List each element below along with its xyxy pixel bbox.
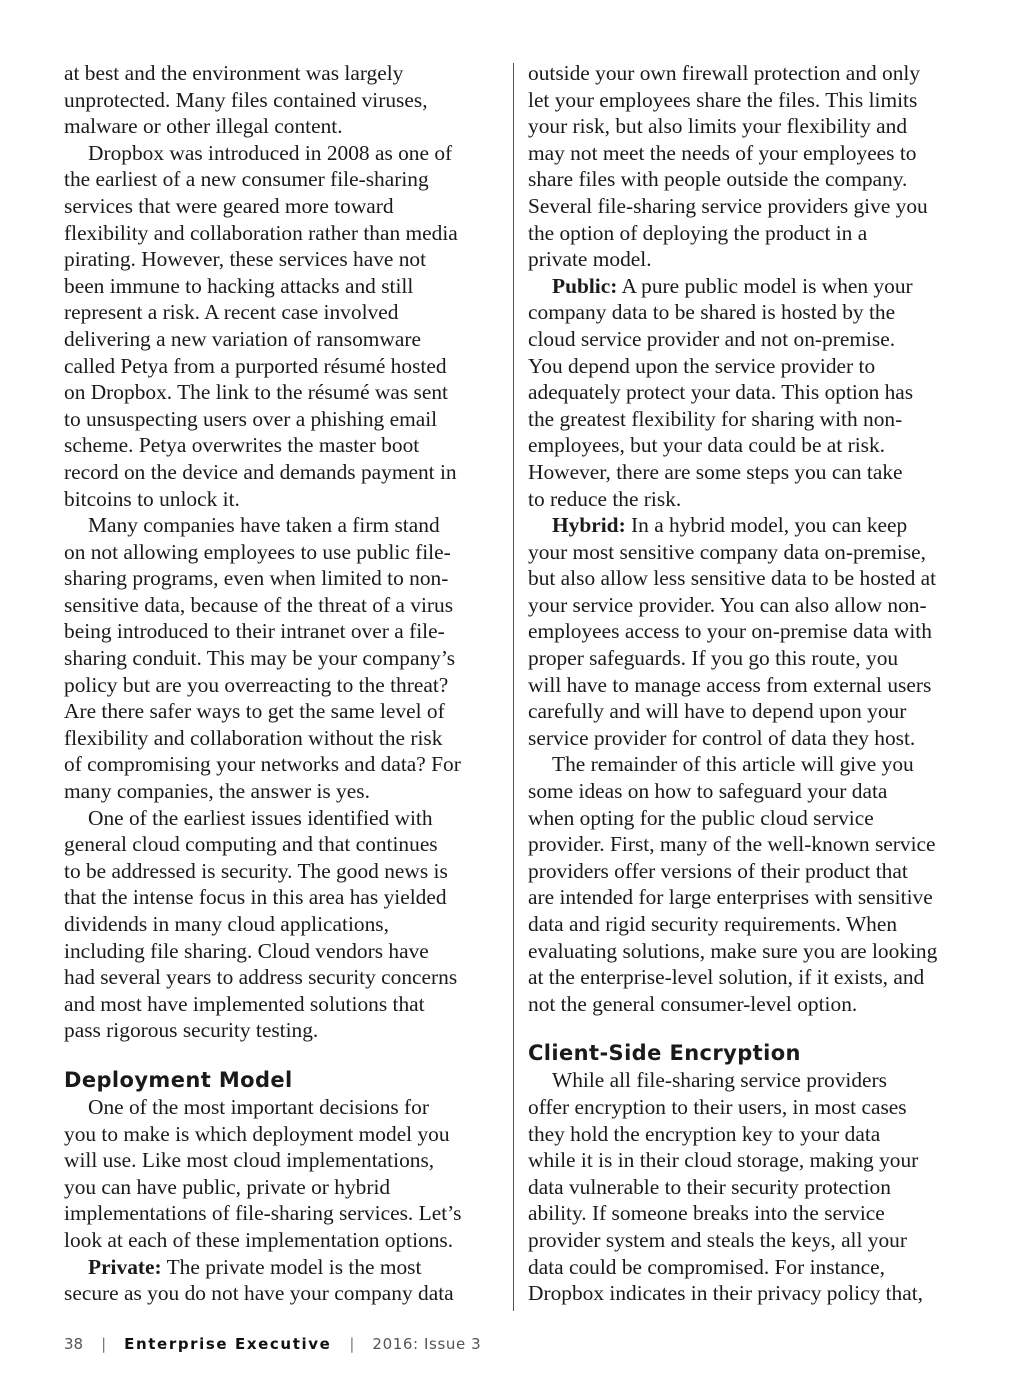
paragraph-line <box>64 1254 502 1281</box>
paragraph-line: will use. Like most cloud implementations, <box>64 1148 435 1173</box>
paragraph-line: implementations of file-sharing services. Let’s <box>64 1201 462 1226</box>
paragraph-line: employees, but your data could be at risk. <box>528 433 886 458</box>
paragraph-line: provider. First, many of the well-known service <box>528 832 936 857</box>
paragraph-line: employees access to your on-premise data with <box>528 619 932 644</box>
paragraph-line: flexibility and collaboration rather than media <box>64 220 458 245</box>
paragraph-line: service provider for control of data they host. <box>528 725 916 750</box>
paragraph-line: secure as you do not have your company data <box>64 1281 454 1306</box>
paragraph-line: and most have implemented solutions that <box>64 991 425 1016</box>
column-divider <box>513 63 514 1311</box>
paragraph-line: sharing conduit. This may be your company’s <box>64 646 456 671</box>
paragraph-line: the earliest of a new consumer file-sharing <box>64 167 429 192</box>
paragraph-line: services that were geared more toward <box>64 193 394 218</box>
paragraph-line: data could be compromised. For instance, <box>528 1254 886 1279</box>
paragraph-line: provider system and steals the keys, all your <box>528 1227 908 1252</box>
paragraph-line: are intended for large enterprises with sensitive <box>528 885 933 910</box>
paragraph-line: unprotected. Many files contained viruses, <box>64 87 428 112</box>
paragraph-rest <box>528 539 968 752</box>
paragraph-line: sensitive data, because of the threat of a virus <box>64 592 454 617</box>
paragraph-line: While all file-sharing service providers <box>552 1068 887 1093</box>
paragraph-line: being introduced to their intranet over a file- <box>64 619 445 644</box>
right-column <box>528 60 968 1307</box>
paragraph-line: record on the device and demands payment in <box>64 459 457 484</box>
paragraph-line: You depend upon the service provider to <box>528 353 876 378</box>
paragraph-line: of compromising your networks and data? For <box>64 752 461 777</box>
lead-text: The private model is the most <box>161 1254 422 1279</box>
paragraph-line: you can have public, private or hybrid <box>64 1174 391 1199</box>
paragraph-line: However, there are some steps you can take <box>528 459 903 484</box>
paragraph-line: evaluating solutions, make sure you are looking <box>528 938 938 963</box>
paragraph-private <box>64 1254 502 1307</box>
paragraph <box>528 1067 968 1306</box>
paragraph <box>64 805 502 1044</box>
paragraph-line: been immune to hacking attacks and still <box>64 273 414 298</box>
paragraph-line: bitcoins to unlock it. <box>64 486 240 511</box>
paragraph <box>528 60 968 273</box>
paragraph-line: to be addressed is security. The good news is <box>64 858 448 883</box>
paragraph-line: on Dropbox. The link to the résumé was sent <box>64 380 448 405</box>
footer-separator: | <box>101 1335 107 1353</box>
paragraph-rest <box>64 1280 502 1307</box>
paragraph-line: when opting for the public cloud service <box>528 805 874 830</box>
paragraph-line: One of the most important decisions for <box>88 1094 429 1119</box>
paragraph-line: malware or other illegal content. <box>64 114 343 139</box>
left-column <box>64 60 502 1307</box>
paragraph-line: Several file-sharing service providers give you <box>528 193 928 218</box>
lead-text: A pure public model is when your <box>617 273 913 298</box>
paragraph-line: delivering a new variation of ransomware <box>64 326 421 351</box>
publication-name: Enterprise Executive <box>124 1335 332 1353</box>
paragraph-line: pass rigorous security testing. <box>64 1018 319 1043</box>
paragraph-line: The remainder of this article will give you <box>552 752 914 777</box>
paragraph-line: company data to be shared is hosted by the <box>528 300 896 325</box>
paragraph-line: outside your own firewall protection and only <box>528 61 921 85</box>
section-heading-deployment-model: Deployment Model <box>64 1067 293 1092</box>
paragraph-line: may not meet the needs of your employees to <box>528 140 917 165</box>
paragraph <box>64 1094 502 1254</box>
paragraph-line: many companies, the answer is yes. <box>64 779 370 804</box>
paragraph-line: policy but are you overreacting to the threat? <box>64 672 449 697</box>
paragraph-line: carefully and will have to depend upon your <box>528 699 907 724</box>
section-heading-client-side-encryption: Client-Side Encryption <box>528 1041 801 1066</box>
paragraph-line: private model. <box>528 247 652 272</box>
paragraph-line: let your employees share the files. This limits <box>528 87 918 112</box>
paragraph-line <box>528 512 968 539</box>
lead-term-private: Private: <box>88 1254 162 1279</box>
paragraph-line: to unsuspecting users over a phishing email <box>64 406 438 431</box>
paragraph-line: the option of deploying the product in a <box>528 220 868 245</box>
paragraph-line: dividends in many cloud applications, <box>64 912 389 936</box>
paragraph-line: your risk, but also limits your flexibility and <box>528 114 908 139</box>
page-footer <box>64 1335 481 1353</box>
paragraph-line: One of the earliest issues identified with <box>88 805 433 830</box>
paragraph-line: at the enterprise-level solution, if it exists, and <box>528 965 925 990</box>
paragraph-line: offer encryption to their users, in most cases <box>528 1094 907 1119</box>
paragraph-line: not the general consumer-level option. <box>528 991 858 1016</box>
paragraph <box>64 60 502 140</box>
paragraph-line: general cloud computing and that continues <box>64 832 438 857</box>
paragraph-line: share files with people outside the company. <box>528 167 908 192</box>
paragraph-line: Are there safer ways to get the same level of <box>64 699 445 724</box>
paragraph-line: had several years to address security concerns <box>64 965 458 990</box>
paragraph <box>64 140 502 512</box>
lead-term-public: Public: <box>552 273 618 298</box>
paragraph-line: Dropbox indicates in their privacy policy that, <box>528 1281 924 1306</box>
paragraph-line: you to make is which deployment model you <box>64 1121 450 1146</box>
paragraph-line: on not allowing employees to use public file- <box>64 539 451 564</box>
paragraph-line: pirating. However, these services have not <box>64 247 427 272</box>
paragraph-line: some ideas on how to safeguard your data <box>528 779 888 804</box>
paragraph-rest <box>528 299 968 512</box>
paragraph-line: data and rigid security requirements. When <box>528 912 898 936</box>
paragraph-line: called Petya from a purported résumé hosted <box>64 353 447 378</box>
paragraph-line: while it is in their cloud storage, making your <box>528 1148 919 1173</box>
paragraph-line: look at each of these implementation options. <box>64 1227 454 1252</box>
paragraph-line: represent a risk. A recent case involved <box>64 300 399 325</box>
lead-term-hybrid: Hybrid: <box>552 513 626 538</box>
footer-separator: | <box>349 1335 355 1353</box>
paragraph-public <box>528 273 968 512</box>
paragraph-line: Dropbox was introduced in 2008 as one of <box>88 140 453 165</box>
paragraph-line: to reduce the risk. <box>528 486 682 511</box>
paragraph-line: sharing programs, even when limited to non- <box>64 566 449 591</box>
paragraph-line: will have to manage access from external users <box>528 672 932 697</box>
paragraph-line: at best and the environment was largely <box>64 61 404 85</box>
paragraph-line: flexibility and collaboration without the risk <box>64 725 443 750</box>
paragraph-line <box>528 273 968 300</box>
paragraph-line: your most sensitive company data on-premise, <box>528 539 927 564</box>
paragraph-line: they hold the encryption key to your data <box>528 1121 881 1146</box>
paragraph-line: the greatest flexibility for sharing with non- <box>528 406 903 431</box>
paragraph-line: that the intense focus in this area has yielded <box>64 885 447 910</box>
paragraph-line: ability. If someone breaks into the service <box>528 1201 885 1226</box>
paragraph-line: providers offer versions of their product that <box>528 858 908 883</box>
page-number: 38 <box>64 1335 84 1353</box>
lead-text: In a hybrid model, you can keep <box>625 513 908 538</box>
paragraph <box>64 512 502 805</box>
paragraph-line: data vulnerable to their security protection <box>528 1174 891 1199</box>
paragraph-hybrid <box>528 512 968 751</box>
paragraph-line: adequately protect your data. This option has <box>528 380 914 405</box>
paragraph-line: your service provider. You can also allow non- <box>528 592 927 617</box>
paragraph-line: cloud service provider and not on-premise. <box>528 326 896 351</box>
paragraph-line: Many companies have taken a firm stand <box>88 513 440 538</box>
issue-label: 2016: Issue 3 <box>372 1335 482 1353</box>
paragraph-line: proper safeguards. If you go this route, you <box>528 646 899 671</box>
paragraph-line: scheme. Petya overwrites the master boot <box>64 433 420 458</box>
paragraph-line: but also allow less sensitive data to be hosted at <box>528 566 937 591</box>
paragraph-line: including file sharing. Cloud vendors have <box>64 938 429 963</box>
paragraph <box>528 751 968 1017</box>
